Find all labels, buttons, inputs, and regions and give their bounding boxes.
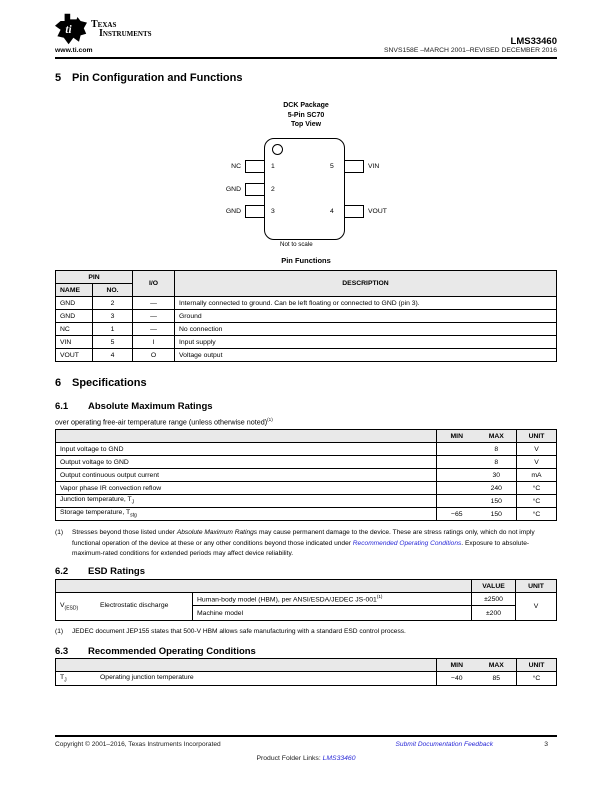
- esd-model: [193, 593, 472, 606]
- unit-header: UNIT: [517, 430, 557, 443]
- empty-header: [56, 580, 472, 593]
- pin2-label: GND: [225, 186, 241, 193]
- section-number: 5: [55, 72, 62, 84]
- section-title: Absolute Maximum Ratings: [88, 401, 213, 412]
- pin2-number: 2: [271, 186, 275, 193]
- table-row: [56, 593, 557, 606]
- section-6-heading: [55, 377, 147, 389]
- pin4-number: 4: [330, 208, 334, 215]
- pin-description: Ground: [175, 310, 557, 323]
- pin-name: VIN: [56, 336, 93, 349]
- copyright-text: Copyright © 2001–2016, Texas Instruments Incorporated: [55, 741, 221, 748]
- table-row: [56, 297, 557, 310]
- parameter-text: Operating junction temperature: [100, 673, 194, 681]
- min-value: −40: [437, 672, 477, 686]
- min-value: [437, 443, 477, 456]
- pin1-number: 1: [271, 163, 275, 170]
- symbol-text: T: [60, 673, 65, 681]
- pin1-marker-dot: [272, 144, 283, 155]
- package-type: 5-Pin SC70: [287, 111, 325, 119]
- section-6-1-heading: [55, 401, 213, 412]
- header-info-row: [55, 47, 557, 54]
- io-header: I/O: [133, 271, 175, 297]
- max-value: 150: [477, 495, 517, 508]
- esd-value: ±200: [472, 606, 516, 621]
- model-text: Machine model: [197, 609, 244, 617]
- symbol-subscript: (ESD): [64, 605, 79, 612]
- footnote-italic: Absolute Maximum Ratings: [176, 529, 258, 536]
- max-header: MAX: [477, 430, 517, 443]
- pin5-number: 5: [330, 163, 334, 170]
- esd-value: ±2500: [472, 593, 516, 606]
- pin-description: Internally connected to ground. Can be left floating or connected to GND (pin 3).: [175, 297, 557, 310]
- min-value: [437, 456, 477, 469]
- parameter: [56, 495, 437, 508]
- submit-documentation-feedback-link[interactable]: Submit Documentation Feedback: [395, 741, 493, 748]
- table-row: [56, 469, 557, 482]
- pin-description: Voltage output: [175, 349, 557, 362]
- pin-functions-title: Pin Functions: [281, 256, 331, 265]
- parameter: Vapor phase IR convection reflow: [56, 482, 437, 495]
- pin-description: No connection: [175, 323, 557, 336]
- parameter: Output voltage to GND: [56, 456, 437, 469]
- section-number: 6: [55, 377, 62, 389]
- symbol-text: V: [60, 601, 65, 609]
- min-value: [437, 482, 477, 495]
- footer-rule: [55, 735, 557, 737]
- table-row: [56, 323, 557, 336]
- max-value: 85: [477, 672, 517, 686]
- table-row: [56, 456, 557, 469]
- package-name: DCK Package: [283, 102, 329, 109]
- esd-model: [193, 606, 472, 621]
- footnote-text: [72, 529, 535, 557]
- unit-value: V: [517, 456, 557, 469]
- pin-name: GND: [56, 310, 93, 323]
- name-header: NAME: [56, 284, 93, 297]
- table-row: [56, 672, 557, 686]
- footnote-marker: (1): [55, 529, 64, 536]
- section-number: 6.1: [55, 401, 69, 412]
- pin-name: GND: [56, 297, 93, 310]
- empty-header: [56, 659, 437, 672]
- esd-footnote: [55, 627, 557, 638]
- min-value: [437, 495, 477, 508]
- unit-header: UNIT: [517, 659, 557, 672]
- package-title: [55, 101, 557, 130]
- section-title: ESD Ratings: [88, 566, 146, 577]
- section-title: Recommended Operating Conditions: [88, 646, 256, 657]
- table-row: [56, 336, 557, 349]
- pin3-lead: [245, 205, 265, 218]
- pin2-lead: [245, 183, 265, 196]
- max-value: 8: [477, 456, 517, 469]
- pin5-lead: [344, 160, 364, 173]
- pin5-label: VIN: [368, 163, 380, 170]
- parameter-text: Storage temperature, T: [60, 509, 131, 517]
- unit-value: V: [517, 443, 557, 456]
- footnote-ref: (1): [376, 594, 383, 600]
- esd-unit: V: [516, 593, 557, 621]
- parameter-text: Junction temperature, T: [60, 496, 132, 504]
- esd-symbol-cell: [56, 593, 193, 621]
- pin-io: —: [133, 323, 175, 336]
- section-5-heading: [55, 72, 242, 84]
- unit-value: °C: [517, 482, 557, 495]
- pin-no: 4: [93, 349, 133, 362]
- pin4-label: VOUT: [368, 208, 387, 215]
- description-header: DESCRIPTION: [175, 271, 557, 297]
- product-folder-links: [55, 755, 557, 762]
- abs-max-footnote: [55, 528, 557, 560]
- package-view: Top View: [290, 121, 322, 128]
- roc-header-row: [56, 659, 557, 672]
- recommended-operating-conditions-link[interactable]: Recommended Operating Conditions: [352, 539, 462, 547]
- abs-max-table: [55, 429, 557, 521]
- pin4-lead: [344, 205, 364, 218]
- pin-header: PIN: [56, 271, 133, 284]
- max-value: 30: [477, 469, 517, 482]
- esd-header-row: [56, 580, 557, 593]
- min-value: −65: [437, 508, 477, 521]
- table-row: [56, 508, 557, 521]
- ti-logo-icon: [55, 13, 87, 45]
- abs-max-subtitle: [55, 417, 273, 426]
- pin-name: NC: [56, 323, 93, 336]
- pin1-label: NC: [231, 163, 241, 170]
- table-row: [56, 349, 557, 362]
- roc-table: [55, 658, 557, 686]
- unit-value: °C: [517, 672, 557, 686]
- abs-max-header-row: [56, 430, 557, 443]
- no-header: NO.: [93, 284, 133, 297]
- section-6-2-heading: [55, 566, 145, 577]
- footnote-marker: (1): [55, 628, 64, 635]
- doc-revision-info: SNVS158E –MARCH 2001–REVISED DECEMBER 2016: [383, 47, 557, 54]
- max-header: MAX: [477, 659, 517, 672]
- roc-parameter-cell: [56, 672, 437, 686]
- footnote-part1: Stresses beyond those listed under: [72, 529, 177, 536]
- section-title: Specifications: [72, 377, 147, 389]
- page-number: 3: [544, 741, 548, 748]
- min-header: MIN: [437, 430, 477, 443]
- parameter: [56, 508, 437, 521]
- section-number: 6.3: [55, 646, 69, 657]
- section-6-3-heading: [55, 646, 256, 657]
- not-to-scale-note: Not to scale: [280, 241, 313, 248]
- symbol: [60, 602, 100, 611]
- value-header: VALUE: [472, 580, 516, 593]
- min-value: [437, 469, 477, 482]
- brand-name: [91, 20, 152, 38]
- product-folder-link[interactable]: LMS33460: [322, 755, 356, 762]
- footnote-text: JEDEC document JEP155 states that 500-V HBM allows safe manufacturing with a standard ESD control process.: [72, 628, 406, 635]
- part-number: LMS33460: [510, 36, 557, 47]
- pin-name: VOUT: [56, 349, 93, 362]
- empty-header: [56, 430, 437, 443]
- pin1-lead: [245, 160, 265, 173]
- model-text: Human-body model (HBM), per ANSI/ESDA/JEDEC JS-001: [197, 596, 377, 604]
- pin-no: 2: [93, 297, 133, 310]
- table-row: [56, 495, 557, 508]
- min-header: MIN: [437, 659, 477, 672]
- pin3-number: 3: [271, 208, 275, 215]
- website-link[interactable]: www.ti.com: [55, 47, 93, 54]
- parameter-subscript: J: [131, 499, 135, 506]
- parameter: Output continuous output current: [56, 469, 437, 482]
- ti-logo: [55, 13, 152, 45]
- pin-io: I: [133, 336, 175, 349]
- parameter: Input voltage to GND: [56, 443, 437, 456]
- esd-table: [55, 579, 557, 621]
- product-folder-label: Product Folder Links:: [256, 755, 323, 762]
- pin-no: 3: [93, 310, 133, 323]
- unit-header: UNIT: [516, 580, 557, 593]
- unit-value: °C: [517, 495, 557, 508]
- pin-no: 1: [93, 323, 133, 336]
- footnote-part2: may cause permanent damage to the device. These are stress ratings only, which do not imply functional operation of the device at these or any other conditions beyond those indicated under: [72, 529, 535, 547]
- unit-value: °C: [517, 508, 557, 521]
- footnote-ref: (1): [267, 417, 273, 422]
- symbol: [60, 674, 100, 683]
- symbol-subscript: J: [64, 677, 67, 684]
- parameter-subscript: stg: [130, 512, 137, 519]
- max-value: 8: [477, 443, 517, 456]
- pin-io: O: [133, 349, 175, 362]
- subtitle-text: over operating free-air temperature range (unless otherwise noted): [55, 417, 268, 427]
- pin-io: —: [133, 297, 175, 310]
- symbol-description: Electrostatic discharge: [100, 601, 169, 609]
- pin-description: Input supply: [175, 336, 557, 349]
- unit-value: mA: [517, 469, 557, 482]
- max-value: 240: [477, 482, 517, 495]
- pin-no: 5: [93, 336, 133, 349]
- pin-table-header-row-1: [56, 271, 557, 284]
- pin-functions-table: [55, 270, 557, 362]
- svg-text:ti: ti: [65, 24, 72, 36]
- table-row: [56, 482, 557, 495]
- max-value: 150: [477, 508, 517, 521]
- brand-line2: Instruments: [99, 28, 152, 39]
- table-row: [56, 310, 557, 323]
- section-title: Pin Configuration and Functions: [72, 72, 243, 84]
- pin-io: —: [133, 310, 175, 323]
- header-rule: [55, 57, 557, 59]
- footnote-part3: . Exposure to absolute-maximum-rated conditions for extended periods may affect device reliability.: [72, 539, 530, 558]
- brand-line1: Texas: [91, 19, 117, 30]
- pin3-label: GND: [225, 208, 241, 215]
- table-row: [56, 443, 557, 456]
- section-number: 6.2: [55, 566, 69, 577]
